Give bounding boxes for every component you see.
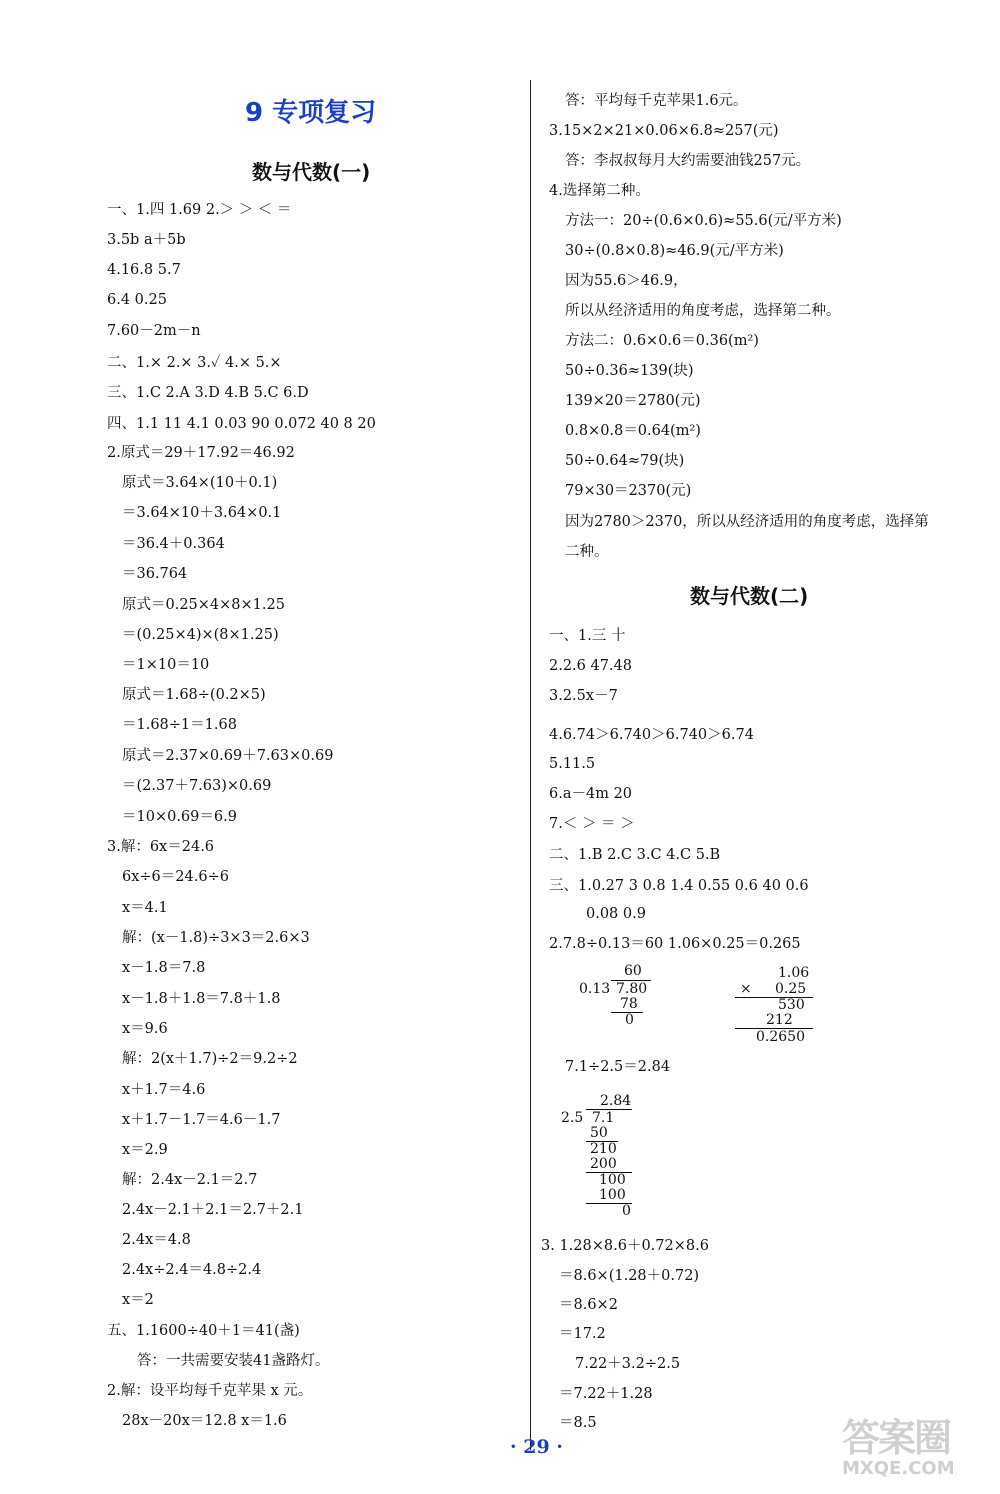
calc-text: 2.5	[561, 1110, 584, 1126]
answer-line: x＝2.9	[122, 1142, 168, 1158]
answer-line: 0.8×0.8＝0.64(m²)	[565, 423, 701, 439]
answer-line: 2.解：设平均每千克苹果 x 元。	[107, 1383, 313, 1399]
answer-line: 方法一：20÷(0.6×0.6)≈55.6(元/平方米)	[565, 213, 842, 229]
calc-text: 7.1	[592, 1110, 615, 1126]
answer-line: 所以从经济适用的角度考虑，选择第二种。	[565, 303, 841, 319]
calc-text: 78	[620, 996, 638, 1012]
calc-text: 1.06	[778, 965, 810, 981]
answer-line: 三、1.C 2.A 3.D 4.B 5.C 6.D	[107, 385, 309, 401]
answer-line: 3.2.5x－7	[549, 688, 618, 704]
answer-line: ＝8.6×(1.28＋0.72)	[559, 1268, 700, 1284]
calc-text: 530	[778, 997, 805, 1013]
calc-text: 7.80	[616, 981, 648, 997]
answer-line: 答：李叔叔每月大约需要油钱257元。	[565, 153, 811, 169]
answer-line: ＝(2.37＋7.63)×0.69	[122, 778, 272, 794]
answer-line: 30÷(0.8×0.8)≈46.9(元/平方米)	[565, 243, 784, 259]
answer-line: 原式＝1.68÷(0.2×5)	[122, 687, 266, 703]
answer-line: ＝1.68÷1＝1.68	[122, 717, 237, 733]
answer-line: 6.4 0.25	[107, 292, 167, 308]
calc-text: ×	[740, 981, 752, 997]
answer-line: 二种。	[565, 544, 609, 560]
answer-line: ＝8.5	[559, 1415, 597, 1431]
answer-line: ＝8.6×2	[559, 1297, 618, 1313]
watermark-text: 答案圈	[842, 1416, 951, 1460]
answer-line: ＝17.2	[559, 1326, 606, 1342]
watermark-logo	[842, 1418, 992, 1488]
answer-line: x＋1.7＝4.6	[122, 1082, 206, 1098]
answer-line: 7.＜ ＞ ＝ ＞	[549, 816, 635, 832]
answer-line: x＝9.6	[122, 1021, 168, 1037]
answer-line: 3.5b a＋5b	[107, 232, 186, 248]
answer-line: x－1.8＝7.8	[122, 960, 206, 976]
answer-line: 50÷0.64≈79(块)	[565, 453, 685, 469]
answer-line: 2.原式＝29＋17.92＝46.92	[107, 445, 295, 461]
answer-line: 79×30＝2370(元)	[565, 483, 692, 499]
calc-text: 60	[624, 963, 642, 979]
answer-line: 2.4x÷2.4＝4.8÷2.4	[122, 1262, 262, 1278]
answer-line: 2.7.8÷0.13＝60 1.06×0.25＝0.265	[549, 936, 801, 952]
chapter-title: 9 专项复习	[245, 98, 377, 128]
answer-line: 二、1.× 2.× 3.✓ 4.× 5.×	[107, 355, 282, 371]
answer-line: 因为55.6＞46.9，	[565, 273, 688, 289]
calc-text: 200	[590, 1156, 617, 1172]
watermark-url: MXQE.COM	[842, 1458, 955, 1479]
answer-line: 一、1.三 十	[549, 628, 626, 644]
answer-line: 答：一共需要安装41盏路灯。	[137, 1353, 330, 1369]
answer-line: 解：2.4x－2.1＝2.7	[122, 1172, 258, 1188]
answer-line: 4.6.74＞6.740＞6.740＞6.74	[549, 727, 754, 743]
answer-line: 3. 1.28×8.6＋0.72×8.6	[541, 1238, 709, 1254]
answer-line: ＝7.22＋1.28	[559, 1386, 653, 1402]
calc-text: 212	[766, 1012, 793, 1028]
answer-line: x＋1.7－1.7＝4.6－1.7	[122, 1112, 281, 1128]
answer-line: 五、1.1600÷40＋1＝41(盏)	[107, 1323, 300, 1339]
answer-line: 7.22＋3.2÷2.5	[575, 1356, 681, 1372]
answer-line: 6x÷6＝24.6÷6	[122, 869, 229, 885]
answer-line: ＝36.764	[122, 566, 188, 582]
answer-line: 2.4x－2.1＋2.1＝2.7＋2.1	[122, 1202, 304, 1218]
answer-line: 原式＝0.25×4×8×1.25	[122, 597, 285, 613]
section-title-1: 数与代数(一)	[252, 160, 371, 184]
calc-text: 2.84	[600, 1093, 632, 1109]
answer-line: 3.解：6x＝24.6	[107, 839, 215, 855]
answer-line: 2.4x＝4.8	[122, 1232, 191, 1248]
answer-line: 50÷0.36≈139(块)	[565, 363, 694, 379]
answer-line: 7.60－2m－n	[107, 323, 201, 339]
answer-line: 二、1.B 2.C 3.C 4.C 5.B	[549, 847, 721, 863]
answer-line: 5.11.5	[549, 756, 596, 772]
calc-text: 50	[590, 1125, 608, 1141]
page-number: · 29 ·	[510, 1436, 563, 1458]
answer-line: 答：平均每千克苹果1.6元。	[565, 93, 748, 109]
answer-line: x＝2	[122, 1292, 154, 1308]
answer-line: 方法二：0.6×0.6＝0.36(m²)	[565, 333, 759, 349]
answer-line: 因为2780＞2370，所以从经济适用的角度考虑，选择第	[565, 514, 929, 530]
answer-line: 7.1÷2.5＝2.84	[565, 1059, 671, 1075]
answer-line: 原式＝3.64×(10＋0.1)	[122, 475, 278, 491]
answer-line: ＝1×10＝10	[122, 657, 210, 673]
answer-line: 4.16.8 5.7	[107, 262, 181, 278]
answer-line: ＝3.64×10＋3.64×0.1	[122, 505, 282, 521]
section-title-2: 数与代数(二)	[690, 584, 809, 608]
answer-line: 3.15×2×21×0.06×6.8≈257(元)	[549, 123, 779, 139]
answer-line: 三、1.0.27 3 0.8 1.4 0.55 0.6 40 0.6	[549, 878, 809, 894]
calc-text: 0	[622, 1203, 631, 1219]
answer-line: 28x－20x＝12.8 x＝1.6	[122, 1413, 287, 1429]
answer-line: 一、1.四 1.69 2.＞ ＞ ＜ ＝	[107, 202, 292, 218]
answer-line: 139×20＝2780(元)	[565, 393, 701, 409]
answer-line: x－1.8＋1.8＝7.8＋1.8	[122, 991, 281, 1007]
answer-line: ＝(0.25×4)×(8×1.25)	[122, 627, 279, 643]
answer-line: 原式＝2.37×0.69＋7.63×0.69	[122, 748, 334, 764]
calc-text: 100	[599, 1187, 626, 1203]
column-divider	[530, 80, 531, 1450]
calc-text: 210	[590, 1141, 617, 1157]
answer-line: 0.08 0.9	[586, 906, 646, 922]
answer-line: ＝10×0.69＝6.9	[122, 809, 237, 825]
calc-text: 0.13	[579, 981, 611, 997]
answer-line: 解：(x－1.8)÷3×3＝2.6×3	[122, 930, 310, 946]
answer-line: 2.2.6 47.48	[549, 658, 633, 674]
calc-text: 0	[625, 1012, 634, 1028]
answer-line: 4.选择第二种。	[549, 183, 650, 199]
answer-line: ＝36.4＋0.364	[122, 536, 225, 552]
answer-line: 6.a－4m 20	[549, 786, 633, 802]
answer-line: 解：2(x＋1.7)÷2＝9.2÷2	[122, 1051, 298, 1067]
answer-line: x＝4.1	[122, 900, 168, 916]
answer-line: 四、1.1 11 4.1 0.03 90 0.072 40 8 20	[107, 416, 376, 432]
calc-text: 100	[599, 1172, 626, 1188]
calc-text: 0.2650	[756, 1029, 805, 1045]
calc-text: 0.25	[775, 981, 807, 997]
